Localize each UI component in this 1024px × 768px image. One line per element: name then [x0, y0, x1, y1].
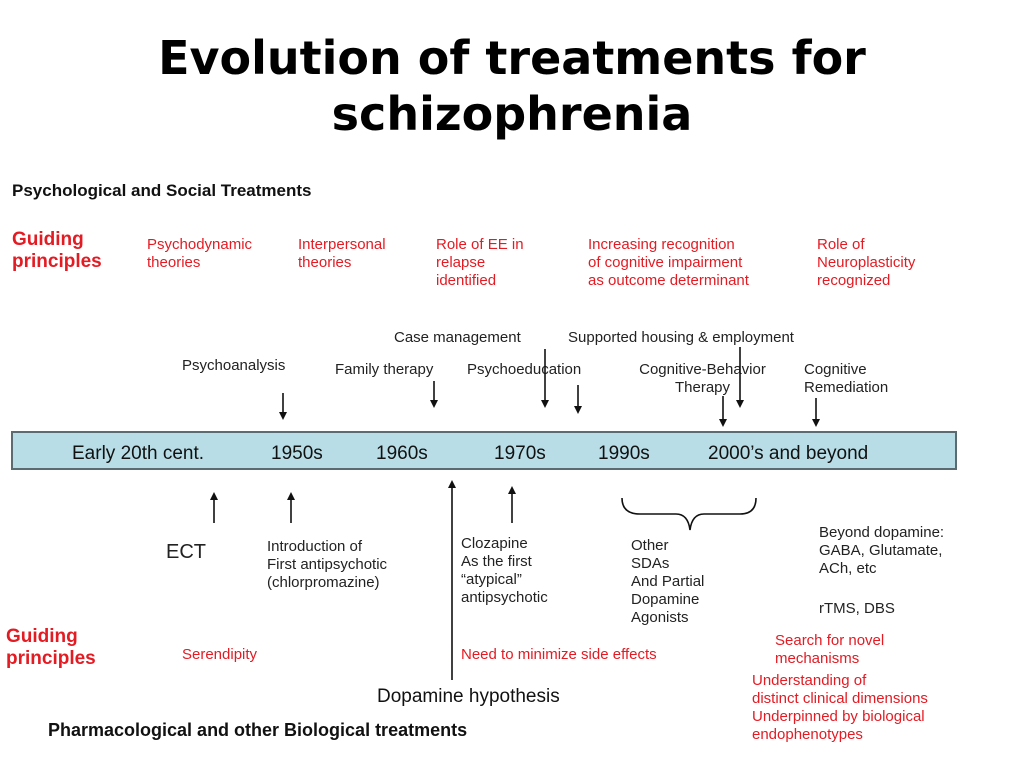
- title-line-2: schizophrenia: [331, 87, 693, 141]
- treatment-family-therapy: Family therapy: [335, 361, 434, 378]
- treatment-psychoeducation: Psychoeducation: [467, 361, 582, 378]
- title-line-1: Evolution of treatments for: [158, 31, 866, 85]
- principle-novel-mechanisms: Search for novel mechanisms: [775, 632, 885, 667]
- dopamine-hypothesis-label: Dopamine hypothesis: [377, 686, 560, 707]
- principle-interpersonal: Interpersonal theories: [298, 236, 386, 271]
- pharmacological-heading: Pharmacological and other Biological treatments: [48, 720, 468, 740]
- brace-1990s-2000s: [622, 498, 756, 530]
- principle-cognitive-impairment: Increasing recognition of cognitive impairment as outcome determinant: [588, 236, 749, 289]
- treatment-ect: ECT: [166, 541, 206, 563]
- treatment-chlorpromazine: Introduction of First antipsychotic (chlorpromazine): [267, 538, 388, 591]
- era-early-20th: Early 20th cent.: [72, 443, 205, 464]
- principle-clinical-dimensions: Understanding of distinct clinical dimensions Underpinned by biological endophenotypes: [752, 672, 928, 743]
- era-1990s: 1990s: [598, 443, 650, 464]
- treatment-clozapine: Clozapine As the first “atypical” antipsychotic: [461, 535, 548, 606]
- treatment-cbt: Cognitive-Behavior Therapy: [639, 361, 766, 396]
- treatment-case-management: Case management: [394, 329, 521, 346]
- era-2000s: 2000’s and beyond: [708, 443, 869, 464]
- treatment-other-sdas: Other SDAs And Partial Dopamine Agonists: [631, 537, 705, 626]
- treatment-cognitive-remediation: Cognitive Remediation: [804, 361, 889, 396]
- era-1970s: 1970s: [494, 443, 546, 464]
- pharmacological-guiding-label: Guiding principles: [6, 626, 96, 669]
- principle-psychodynamic: Psychodynamic theories: [147, 236, 253, 271]
- psychosocial-guiding-label: Guiding principles: [12, 229, 102, 272]
- principle-serendipity: Serendipity: [182, 646, 258, 663]
- treatment-beyond-dopamine: Beyond dopamine: GABA, Glutamate, ACh, etc: [819, 524, 945, 577]
- principle-minimize-side-effects: Need to minimize side effects: [461, 646, 657, 663]
- treatment-psychoanalysis: Psychoanalysis: [182, 357, 286, 374]
- psychosocial-heading: Psychological and Social Treatments: [12, 181, 312, 200]
- era-1950s: 1950s: [271, 443, 323, 464]
- era-1960s: 1960s: [376, 443, 428, 464]
- principle-role-of-ee: Role of EE in relapse identified: [436, 236, 524, 289]
- principle-neuroplasticity: Role of Neuroplasticity recognized: [817, 236, 916, 289]
- treatment-rtms-dbs: rTMS, DBS: [819, 600, 895, 617]
- treatment-supported-housing: Supported housing & employment: [568, 329, 794, 346]
